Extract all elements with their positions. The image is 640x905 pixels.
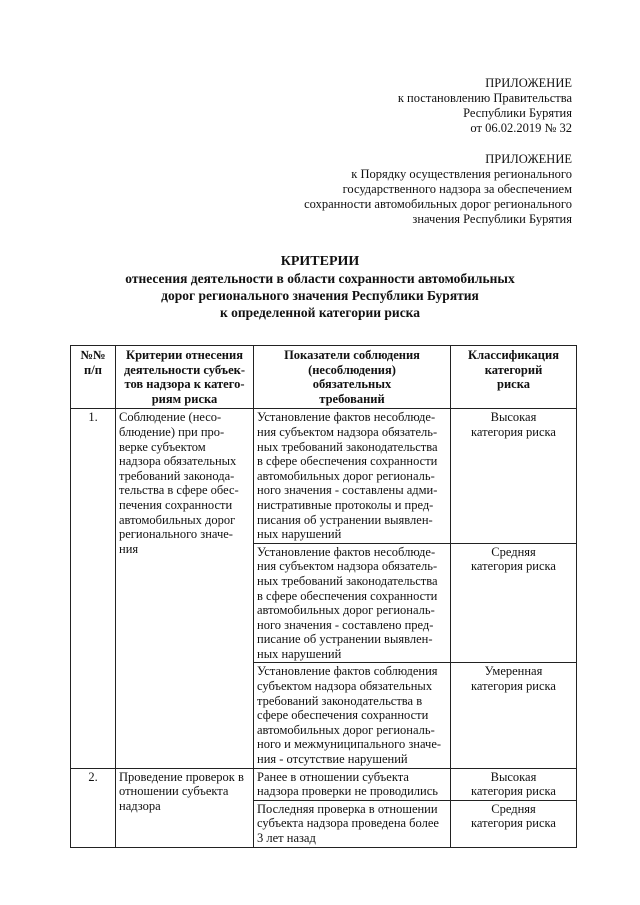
header-num: №№ п/п (71, 346, 116, 409)
indicator-cell-line: автомобильных дорог региональ- (257, 603, 435, 618)
risk-category-cell-line: категория риска (471, 424, 556, 439)
risk-category-cell-line: категория риска (471, 784, 556, 799)
indicator-cell-line: автомобильных дорог региональ- (257, 722, 435, 737)
header-classification: Классификация категорий риска (451, 346, 577, 409)
criterion-cell-line: ния (119, 541, 139, 556)
appendix-line: к постановлению Правительства (397, 91, 572, 105)
risk-category-cell-line: Высокая (490, 769, 537, 784)
criterion-cell-line: тельства в сфере обес- (119, 483, 239, 498)
indicator-cell-line: ния субъектом надзора обязатель- (257, 424, 438, 439)
indicator-cell-line: писания об устранении выявлен- (257, 512, 433, 527)
appendix-line: сохранности автомобильных дорог регионального (304, 197, 572, 211)
indicator-cell-line: ния субъектом надзора обязатель- (257, 559, 438, 574)
criterion-cell-line: печения сохранности (119, 497, 233, 512)
title-line: к определенной категории риска (219, 305, 421, 320)
risk-category-cell (451, 409, 577, 543)
row-number: 1. (71, 409, 116, 768)
indicator-cell-line: ного значения - составлено пред- (257, 617, 434, 632)
table-row (71, 409, 577, 543)
criterion-cell-line: блюдение) при про- (119, 424, 225, 439)
indicator-cell-line: Ранее в отношении субъекта (257, 769, 409, 784)
title-main: КРИТЕРИИ (280, 254, 360, 269)
indicator-cell-line: писание об устранении выявлен- (257, 632, 433, 647)
risk-category-cell (451, 663, 577, 768)
indicator-cell-line: автомобильных дорог региональ- (257, 468, 435, 483)
row-number: 2. (71, 768, 116, 847)
criterion-cell-line: отношении субъекта (119, 784, 229, 799)
risk-category-cell (451, 768, 577, 800)
indicator-cell-line: субъектом надзора обязательных (257, 679, 433, 694)
indicator-cell (254, 663, 451, 768)
criterion-cell-line: Соблюдение (несо- (119, 410, 222, 425)
header-indicators: Показатели соблюдения (несоблюдения) обязательных требований (254, 346, 451, 409)
indicator-cell-line: ных требований законодательства (257, 573, 438, 588)
indicator-cell-line: ных нарушений (257, 646, 342, 661)
appendix-procedure (304, 152, 572, 227)
risk-category-cell-line: категория риска (471, 816, 556, 831)
appendix-heading: ПРИЛОЖЕНИЕ (485, 152, 572, 166)
indicator-cell-line: субъекта надзора проведена более (257, 816, 439, 831)
document-title (0, 253, 640, 321)
indicator-cell-line: требований законодательства в (257, 693, 423, 708)
indicator-cell-line: нистративные протоколы и пред- (257, 497, 434, 512)
appendix-line: к Порядку осуществления регионального (351, 167, 572, 181)
appendix-line: от 06.02.2019 № 32 (470, 121, 572, 135)
indicator-cell-line: в сфере обеспечения сохранности (257, 454, 438, 469)
criterion-cell-line: верке субъектом (119, 439, 206, 454)
indicator-cell-line: ных требований законодательства (257, 439, 438, 454)
indicator-cell-line: Последняя проверка в отношении (257, 801, 438, 816)
risk-category-cell-line: Высокая (490, 410, 537, 425)
indicator-cell-line: ния - отсутствие нарушений (257, 752, 408, 767)
risk-category-cell-line: Средняя (491, 801, 536, 816)
risk-category-cell-line: категория риска (471, 679, 556, 694)
indicator-cell-line: надзора проверки не проводились (257, 784, 438, 799)
indicator-cell-line: Установление фактов несоблюде- (257, 544, 436, 559)
risk-category-cell-line: Средняя (491, 544, 536, 559)
title-line: отнесения деятельности в области сохранности автомобильных (125, 271, 515, 286)
indicator-cell-line: ного значения - составлены адми- (257, 483, 438, 498)
indicator-cell-line: Установление фактов несоблюде- (257, 410, 436, 425)
risk-category-cell (451, 543, 577, 663)
risk-category-cell-line: Умеренная (484, 664, 543, 679)
indicator-cell-line: ных нарушений (257, 527, 342, 542)
table-row (71, 768, 577, 800)
criterion-cell-line: требований законода- (119, 468, 235, 483)
indicator-cell-line: Установление фактов соблюдения (257, 664, 438, 679)
criterion-cell (116, 409, 254, 768)
header-criteria: Критерии отнесения деятельности субъек- тов надзора к катего- риям риска (116, 346, 254, 409)
appendix-line: государственного надзора за обеспечением (342, 182, 572, 196)
criterion-cell (116, 768, 254, 847)
indicator-cell-line: 3 лет назад (257, 831, 316, 845)
criterion-cell-line: регионального значе- (119, 527, 233, 542)
indicator-cell (254, 800, 451, 847)
indicator-cell-line: сфере обеспечения сохранности (257, 708, 429, 723)
table-header-row (71, 346, 577, 409)
risk-category-cell-line: категория риска (471, 559, 556, 574)
indicator-cell (254, 768, 451, 800)
appendix-government-resolution (398, 76, 572, 136)
criteria-table (70, 345, 577, 848)
criterion-cell-line: надзора обязательных (119, 454, 237, 469)
risk-category-cell (451, 800, 577, 847)
indicator-cell (254, 543, 451, 663)
appendix-heading: ПРИЛОЖЕНИЕ (485, 76, 572, 90)
title-line: дорог регионального значения Республики Бурятия (161, 288, 479, 303)
indicator-cell-line: в сфере обеспечения сохранности (257, 588, 438, 603)
criterion-cell-line: надзора (119, 798, 161, 813)
appendix-line: значения Республики Бурятия (412, 212, 572, 226)
indicator-cell (254, 409, 451, 543)
indicator-cell-line: ного и межмуниципального значе- (257, 737, 442, 752)
criterion-cell-line: автомобильных дорог (119, 512, 236, 527)
appendix-line: Республики Бурятия (463, 106, 572, 120)
criterion-cell-line: Проведение проверок в (119, 769, 244, 784)
